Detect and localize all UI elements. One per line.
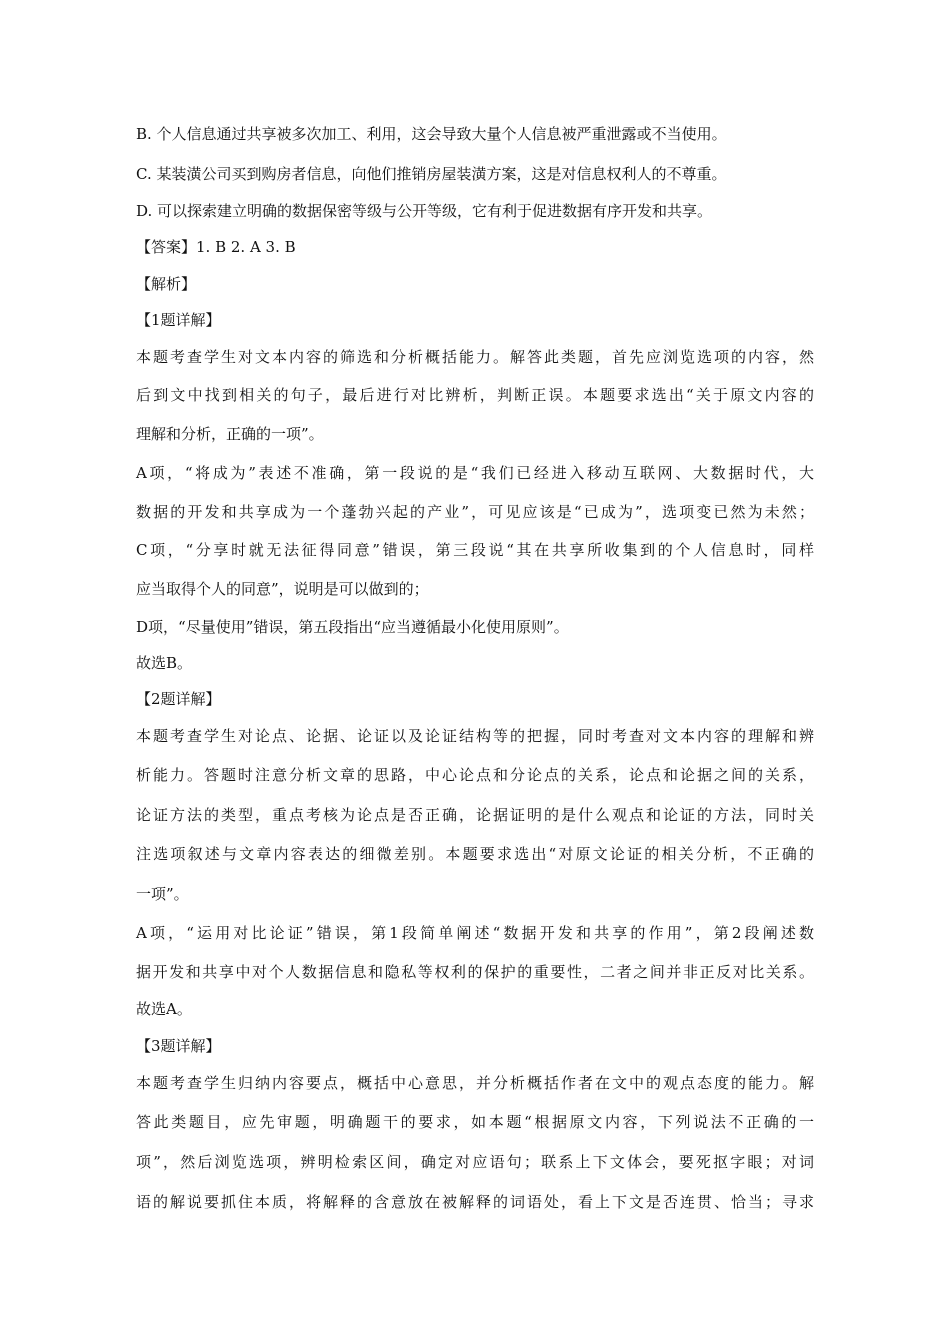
q3-line: 本题考查学生归纳内容要点，概括中心意思，并分析概括作者在文中的观点态度的能力。解: [136, 1074, 814, 1092]
q3-heading: 【3题详解】: [136, 1037, 221, 1055]
analysis-heading: 【解析】: [136, 275, 197, 293]
q1-line: A项，“将成为”表述不准确，第一段说的是“我们已经进入移动互联网、大数据时代，大: [136, 464, 814, 482]
option-b: B. 个人信息通过共享被多次加工、利用，这会导致大量个人信息被严重泄露或不当使用。: [136, 125, 727, 143]
q3-line: 答此类题目，应先审题，明确题干的要求，如本题“根据原文内容，下列说法不正确的一: [136, 1113, 814, 1131]
q1-line: 本题考查学生对文本内容的筛选和分析概括能力。解答此类题，首先应浏览选项的内容，然: [136, 348, 814, 366]
q3-line: 项”，然后浏览选项，辨明检索区间，确定对应语句；联系上下文体会，要死抠字眼；对词: [136, 1153, 814, 1171]
q2-line: 据开发和共享中对个人数据信息和隐私等权利的保护的重要性，二者之间并非正反对比关系。: [136, 963, 814, 981]
answer-line: 【答案】1. B 2. A 3. B: [136, 238, 296, 256]
q2-conclusion: 故选A。: [136, 1000, 192, 1018]
option-d: D. 可以探索建立明确的数据保密等级与公开等级，它有利于促进数据有序开发和共享。: [136, 202, 713, 220]
q1-line: 后到文中找到相关的句子，最后进行对比辨析，判断正误。本题要求选出“关于原文内容的: [136, 386, 814, 404]
q2-line: A项，“运用对比论证”错误，第1段简单阐述“数据开发和共享的作用”，第2段阐述数: [136, 924, 814, 942]
q1-line: 数据的开发和共享成为一个蓬勃兴起的产业”，可见应该是“已成为”，选项变已然为未然；: [136, 503, 814, 521]
q1-heading: 【1题详解】: [136, 311, 221, 329]
q2-line: 一项”。: [136, 885, 189, 903]
q2-line: 论证方法的类型，重点考核为论点是否正确，论据证明的是什么观点和论证的方法，同时关: [136, 806, 814, 824]
q3-line: 语的解说要抓住本质，将解释的含意放在被解释的词语处，看上下文是否连贯、恰当；寻求: [136, 1193, 814, 1211]
q1-conclusion: 故选B。: [136, 654, 193, 672]
q1-line: D项，“尽量使用”错误，第五段指出“应当遵循最小化使用原则”。: [136, 618, 569, 636]
q2-line: 本题考查学生对论点、论据、论证以及论证结构等的把握，同时考查对文本内容的理解和辨: [136, 727, 814, 745]
q1-line: 应当取得个人的同意”，说明是可以做到的；: [136, 580, 429, 598]
q2-line: 注选项叙述与文章内容表达的细微差别。本题要求选出“对原文论证的相关分析，不正确的: [136, 845, 814, 863]
q1-line: C项，“分享时就无法征得同意”错误，第三段说“其在共享所收集到的个人信息时，同样: [136, 541, 814, 559]
q2-heading: 【2题详解】: [136, 690, 221, 708]
q2-line: 析能力。答题时注意分析文章的思路，中心论点和分论点的关系，论点和论据之间的关系，: [136, 766, 814, 784]
option-c: C. 某装潢公司买到购房者信息，向他们推销房屋装潢方案，这是对信息权利人的不尊重。: [136, 165, 727, 183]
q1-line: 理解和分析，正确的一项”。: [136, 425, 324, 443]
